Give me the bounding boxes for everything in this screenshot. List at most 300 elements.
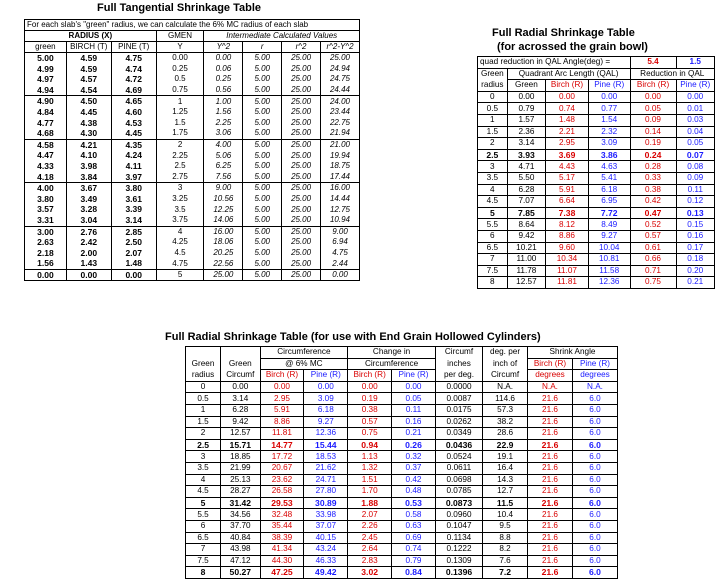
table-row [25,128,360,139]
table-cell: 5 [156,269,204,281]
table-cell: 2.21 [546,126,589,138]
table-cell: 4.59 [66,53,111,64]
table-cell: 40.84 [221,532,260,544]
table-cell: 6.64 [546,196,589,208]
table-cell: 25.00 [282,258,321,269]
table-cell: 21.6 [528,486,573,498]
table-cell: 5.00 [243,107,282,118]
table-cell: 25.00 [282,107,321,118]
table-cell: 28.6 [483,428,528,440]
table-cell: 5.00 [243,118,282,129]
col-header: r [243,42,282,53]
table-cell: 6 [478,230,508,242]
table-cell: 1.75 [156,128,204,139]
table-cell: 4.5 [156,248,204,259]
table-cell: 0.77 [588,103,630,115]
table-cell: 14.06 [204,215,243,226]
table-cell: 5.00 [243,194,282,205]
table-row [478,265,715,277]
table-cell: 31.42 [221,497,260,509]
table-cell: 1.5 [186,416,221,428]
table-cell: 14.44 [321,194,360,205]
table-cell: 34.56 [221,509,260,521]
table-cell: 24.71 [304,474,348,486]
birch-header: Birch (R) [546,80,589,92]
table-cell: 3.80 [25,194,67,205]
table-cell: 24.75 [321,74,360,85]
table-cell: 0.47 [630,207,676,219]
table-cell: 0.5 [186,393,221,405]
table-cell: 2.18 [25,248,67,259]
table-cell: 0.58 [392,509,436,521]
table-cell: 9.5 [483,520,528,532]
green-header: Green [186,358,221,370]
table-cell: 1.56 [204,107,243,118]
table-cell: 21.99 [221,462,260,474]
table-cell: 0.09 [676,172,715,184]
table-cell: 2.25 [156,150,204,161]
table-cell: 0.0873 [435,497,482,509]
table-cell: 2.42 [66,237,111,248]
table-cell: 0.00 [321,269,360,281]
table-row [25,118,360,129]
table-cell: 4.30 [66,128,111,139]
table-cell: 3.86 [588,149,630,161]
table-cell: 1.13 [348,451,392,463]
table-cell: 18.75 [321,161,360,172]
table-cell: 18.85 [221,451,260,463]
table-cell: 9.27 [588,230,630,242]
table-cell: 6.18 [588,184,630,196]
table-cell: N.A. [483,381,528,393]
table-row [186,486,618,498]
quad-pine: 1.5 [676,57,715,69]
table-cell: 25.00 [321,53,360,64]
table-cell: 0.84 [392,567,436,579]
table-row [25,183,360,194]
tangential-intro: For each slab's "green" radius, we can calculate the 6% MC radius of each slab [25,20,360,31]
table-cell: 7.07 [507,196,545,208]
table-cell: 3.09 [304,393,348,405]
table-row [478,138,715,150]
table-row [478,126,715,138]
table-cell: 16.00 [321,183,360,194]
table-cell: 1.70 [348,486,392,498]
table-cell: 9.00 [204,183,243,194]
table-cell: 0.25 [204,74,243,85]
table-cell: 4.54 [66,85,111,96]
table-cell: 0.00 [676,91,715,103]
table-cell: 10.04 [588,242,630,254]
table-cell: 50.27 [221,567,260,579]
table-cell: 2 [478,138,508,150]
table-cell: 0.0000 [435,381,482,393]
table-cell: 1 [156,96,204,107]
table-cell: 5.00 [243,128,282,139]
table-cell: 0.57 [348,416,392,428]
table-cell: 44.30 [260,555,304,567]
table-cell: 22.9 [483,439,528,451]
table-cell: 25.00 [282,96,321,107]
table-cell: 4.94 [25,85,67,96]
table-row [478,103,715,115]
table-cell: 2.83 [348,555,392,567]
table-cell: 3.61 [111,194,156,205]
table-cell: 47.25 [260,567,304,579]
table-cell: 4.00 [25,183,67,194]
table-row [478,91,715,103]
table-cell: 7.2 [483,567,528,579]
table-cell: 4.84 [25,107,67,118]
table-cell: 7.5 [186,555,221,567]
table-cell: 46.33 [304,555,348,567]
table-cell: 0.66 [630,254,676,266]
table-cell: 6.0 [572,462,617,474]
table-row [186,532,618,544]
table-cell: 8.8 [483,532,528,544]
table-row [478,149,715,161]
table-cell: 5.00 [243,204,282,215]
table-cell: 2.95 [260,393,304,405]
table-cell: 5.17 [546,172,589,184]
table-row [478,277,715,289]
table-cell: 4.59 [66,64,111,75]
table-cell: 3.28 [66,204,111,215]
table-cell: 5.00 [243,215,282,226]
table-cell: 7 [478,254,508,266]
green2-header: Green [221,358,260,370]
table-cell: 14.77 [260,439,304,451]
col-header: Y [156,42,204,53]
quad-birch: 5.4 [630,57,676,69]
intermediate-header: Intermediate Calculated Values [204,31,360,42]
table-cell: 0.0262 [435,416,482,428]
table-cell: 17.44 [321,172,360,183]
circumf3-header: Circumf [221,370,260,382]
table-cell: 2.63 [25,237,67,248]
inchof-header: inch of [483,358,528,370]
tangential-table [24,19,360,281]
table-cell: 0.0960 [435,509,482,521]
table-cell: 0.03 [676,114,715,126]
table-row [25,204,360,215]
birch-shrink-header: Birch (R) [528,358,573,370]
table-cell: 0.1222 [435,544,482,556]
table-cell: 47.12 [221,555,260,567]
table-row [478,196,715,208]
col-header: r^2 [282,42,321,53]
table-cell: 0.1309 [435,555,482,567]
table-cell: 25.00 [282,269,321,281]
col-header: BIRCH (T) [66,42,111,53]
table-cell: 4.24 [111,150,156,161]
table-cell: 2.00 [66,248,111,259]
table-cell: 4.53 [111,118,156,129]
table-cell: 0.1047 [435,520,482,532]
table-cell: 4.38 [66,118,111,129]
table-cell: 18.06 [204,237,243,248]
table-cell: 1.25 [156,107,204,118]
table-cell: 1.48 [546,114,589,126]
table-cell: 24.00 [321,96,360,107]
table-cell: 3.5 [478,172,508,184]
table-cell: 3.93 [507,149,545,161]
table-cell: 6.0 [572,428,617,440]
endgrain-table [185,346,618,579]
table-cell: 25.00 [282,85,321,96]
table-cell: 43.24 [304,544,348,556]
table-cell: 4 [186,474,221,486]
table-cell: 0.04 [676,126,715,138]
table-cell: 8.86 [546,230,589,242]
table-cell: 4.65 [111,96,156,107]
table-cell: 4.75 [321,248,360,259]
table-row [25,74,360,85]
table-cell: 0.42 [392,474,436,486]
table-cell: 11.00 [507,254,545,266]
table-cell: 29.53 [260,497,304,509]
table-cell: 27.80 [304,486,348,498]
table-cell: 0.75 [348,428,392,440]
radial-title-line2: (for acrossed the grain bowl) [497,41,648,53]
table-cell: 0.75 [630,277,676,289]
table-cell: 11.58 [588,265,630,277]
table-cell: 2.76 [66,226,111,237]
table-row [25,215,360,226]
table-cell: 0.71 [630,265,676,277]
table-cell: 2.25 [204,118,243,129]
table-cell: 24.94 [321,64,360,75]
table-cell: 21.6 [528,404,573,416]
table-row [25,53,360,64]
table-cell: 0.0698 [435,474,482,486]
tangential-title: Full Tangential Shrinkage Table [97,2,262,14]
birch-change-header: Birch (R) [348,370,392,382]
table-cell: N.A. [528,381,573,393]
table-cell: 41.34 [260,544,304,556]
table-cell: 21.6 [528,497,573,509]
table-cell: 0.5 [478,103,508,115]
table-cell: 0.00 [156,53,204,64]
table-cell: 3.75 [156,215,204,226]
table-cell: 14.3 [483,474,528,486]
table-row [186,404,618,416]
table-cell: 0.00 [204,53,243,64]
table-row [478,114,715,126]
table-cell: 2 [156,139,204,150]
table-cell: 0.16 [392,416,436,428]
table-cell: 21.6 [528,532,573,544]
table-cell: 5.00 [243,226,282,237]
table-cell: 0.42 [630,196,676,208]
table-cell: 2.07 [111,248,156,259]
table-cell: 0.25 [156,64,204,75]
table-cell: 12.36 [304,428,348,440]
table-row [25,237,360,248]
table-cell: 0.00 [348,381,392,393]
table-cell: 23.62 [260,474,304,486]
table-cell: 0.00 [25,269,67,281]
table-cell: 4.77 [25,118,67,129]
table-cell: 0.38 [630,184,676,196]
table-cell: 0.00 [546,91,589,103]
col-header: green [25,42,67,53]
table-cell: 1.48 [111,258,156,269]
table-row [186,439,618,451]
table-cell: 0.0175 [435,404,482,416]
table-cell: 3.04 [66,215,111,226]
table-cell: 0.74 [546,103,589,115]
table-cell: 0.05 [630,103,676,115]
table-cell: 3.09 [588,138,630,150]
table-cell: 0.20 [676,265,715,277]
table-cell: 5.5 [186,509,221,521]
table-cell: 12.7 [483,486,528,498]
table-cell: 0.01 [676,103,715,115]
table-cell: N.A. [572,381,617,393]
table-cell: 3 [478,161,508,173]
table-cell: 0.00 [630,91,676,103]
table-cell: 4.69 [111,85,156,96]
table-cell: 12.25 [204,204,243,215]
table-cell: 4.18 [25,172,67,183]
table-row [186,509,618,521]
table-cell: 25.00 [282,237,321,248]
table-cell: 4.71 [507,161,545,173]
table-cell: 0.00 [260,381,304,393]
table-cell: 4.21 [66,139,111,150]
table-cell: 0.0087 [435,393,482,405]
table-cell: 0.12 [676,196,715,208]
table-cell: 4.5 [186,486,221,498]
table-cell: 49.42 [304,567,348,579]
table-cell: 2.75 [156,172,204,183]
table-cell: 38.2 [483,416,528,428]
table-cell: 1.88 [348,497,392,509]
table-cell: 3.14 [111,215,156,226]
table-cell: 0.33 [630,172,676,184]
table-cell: 7.38 [546,207,589,219]
table-cell: 0.63 [392,520,436,532]
table-cell: 2.5 [156,161,204,172]
table-cell: 1.51 [348,474,392,486]
table-cell: 9.42 [221,416,260,428]
table-cell: 6.0 [572,497,617,509]
table-cell: 2.85 [111,226,156,237]
table-row [186,544,618,556]
table-row [186,462,618,474]
table-cell: 6.0 [572,555,617,567]
table-cell: 25.00 [282,248,321,259]
table-cell: 6.0 [572,451,617,463]
table-cell: 0.00 [221,381,260,393]
table-cell: 21.6 [528,555,573,567]
pine-shrink-header: Pine (R) [572,358,617,370]
table-cell: 3.31 [25,215,67,226]
table-cell: 0.00 [507,91,545,103]
circ2-header: @ 6% MC [260,358,348,370]
table-cell: 3.84 [66,172,111,183]
table-row [25,258,360,269]
table-cell: 4.63 [588,161,630,173]
table-cell: 16.4 [483,462,528,474]
table-cell: 3.98 [66,161,111,172]
circumf-header: Circumf [435,347,482,359]
table-cell: 21.6 [528,462,573,474]
table-cell: 0.0524 [435,451,482,463]
table-cell: 6.0 [572,474,617,486]
table-cell: 20.67 [260,462,304,474]
table-cell: 28.27 [221,486,260,498]
table-cell: 5.91 [546,184,589,196]
table-cell: 5.41 [588,172,630,184]
table-cell: 21.6 [528,428,573,440]
table-cell: 6.0 [572,567,617,579]
table-cell: 21.6 [528,451,573,463]
table-cell: 0.0349 [435,428,482,440]
radial-title-line1: Full Radial Shrinkage Table [492,27,635,39]
table-cell: 33.98 [304,509,348,521]
table-cell: 1.54 [588,114,630,126]
table-cell: 12.75 [321,204,360,215]
table-cell: 3.06 [204,128,243,139]
perdeg-header: per deg. [435,370,482,382]
table-cell: 40.15 [304,532,348,544]
table-cell: 1.56 [25,258,67,269]
table-cell: 8.49 [588,219,630,231]
table-cell: 4.00 [204,139,243,150]
table-cell: 12.57 [221,428,260,440]
table-cell: 0.08 [676,161,715,173]
table-cell: 6.0 [572,393,617,405]
table-cell: 0.19 [348,393,392,405]
table-cell: 0.38 [348,404,392,416]
table-cell: 4.35 [111,139,156,150]
table-cell: 5.00 [243,172,282,183]
table-cell: 0.24 [630,149,676,161]
table-cell: 4.43 [546,161,589,173]
table-cell: 11.07 [546,265,589,277]
table-cell: 18.53 [304,451,348,463]
table-cell: 10.56 [204,194,243,205]
pine-degrees-header: degrees [572,370,617,382]
table-cell: 1.32 [348,462,392,474]
table-cell: 17.72 [260,451,304,463]
table-cell: 25.00 [282,183,321,194]
table-cell: 20.25 [204,248,243,259]
degper-header: deg. per [483,347,528,359]
table-cell: 25.00 [282,226,321,237]
table-cell: 3.80 [111,183,156,194]
table-cell: 7 [186,544,221,556]
table-cell: 0.00 [111,269,156,281]
table-row [478,254,715,266]
change2-header: Circumference [348,358,436,370]
table-row [186,567,618,579]
table-cell: 11.81 [260,428,304,440]
table-cell: 0.48 [392,486,436,498]
table-cell: 0.56 [204,85,243,96]
table-cell: 37.70 [221,520,260,532]
table-row [25,161,360,172]
table-cell: 6.0 [572,404,617,416]
table-cell: 5.00 [243,150,282,161]
table-cell: 21.62 [304,462,348,474]
table-cell: 2.5 [186,439,221,451]
radius-header: radius [478,80,508,92]
table-cell: 0.37 [392,462,436,474]
table-cell: 5.00 [243,237,282,248]
